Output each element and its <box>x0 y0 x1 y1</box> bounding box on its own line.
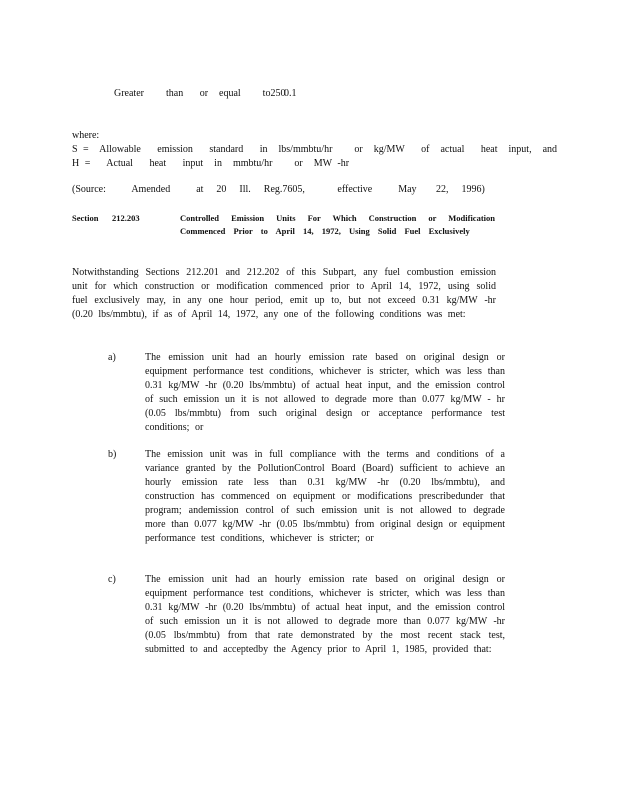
list-item-label: b) <box>108 449 117 460</box>
source-note: (Source: Amended at 20 Ill. Reg.7605, effective May 22, 1996) <box>72 184 485 195</box>
s-definition: S = Allowable emission standard in lbs/mmbtu/hr or kg/MW of actual heat input, and <box>72 144 558 155</box>
table-row <box>114 88 297 99</box>
section-label: Section <box>72 213 99 223</box>
where-block <box>72 129 558 171</box>
section-title: Controlled Emission Units For Which Construction or Modification Commenced Prior to April 14, 1972, Using Solid Fuel Exclusively <box>180 213 495 236</box>
h-definition: H = Actual heat input in mmbtu/hr or MW -hr <box>72 158 350 169</box>
list-item-text: The emission unit had an hourly emission rate based on original design or equipment performance test conditions, whichever is stricter, which was less than 0.31 kg/MW -hr (0.20 lbs/mmbtu) of actual heat input, and the emission control of such emission un it is not allowed to degrade more than 0.077 kg/MW - hr (0.05 lbs/mmbtu) from such original design or acceptance performance test conditions; or <box>145 352 505 433</box>
list-item-text: The emission unit had an hourly emission rate based on original design or equipment performance test conditions, whichever is stricter, which was less than 0.31 kg/MW -hr (0.20 lbs/mmbtu) of actual heat input, and the emission control of such emission un it is not allowed to degrade more than 0.077 kg/MW -hr (0.05 lbs/mmbtu) from that rate demonstrated by the most recent stack test, submitted to and acceptedby the Agency prior to April 1, 1985, provided that: <box>145 574 505 655</box>
table-row-label: Greater than or equal to250 <box>114 88 286 99</box>
where-intro: where: <box>72 130 100 141</box>
table-row-value: 0.1 <box>284 88 297 99</box>
list-item-label: a) <box>108 352 116 363</box>
list-item-label: c) <box>108 574 116 585</box>
intro-paragraph: Notwithstanding Sections 212.201 and 212.202 of this Subpart, any fuel combustion emission unit for which construction or modification commenced prior to April 14, 1972, using solid fuel exclusively may, in any one hour period, emit up to, but not exceed 0.31 kg/MW -hr (0.20 lbs/mmbtu), if as of April 14, 1972, any one of the following conditions was met: <box>72 267 496 320</box>
list-item-text: The emission unit was in full compliance with the terms and conditions of a variance granted by the PollutionControl Board (Board) sufficient to achieve an hourly emission rate less than 0.31 kg/MW -hr (0.20 lbs/mmbtu), and construction has commenced on equipment or modifications prescribedunder that program; andemission control of such emission unit is not allowed to degrade more than 0.077 kg/MW -hr (0.05 lbs/mmbtu) from original design or equipment performance test conditions, whichever is stricter; or <box>145 449 505 544</box>
section-number: 212.203 <box>112 213 140 223</box>
